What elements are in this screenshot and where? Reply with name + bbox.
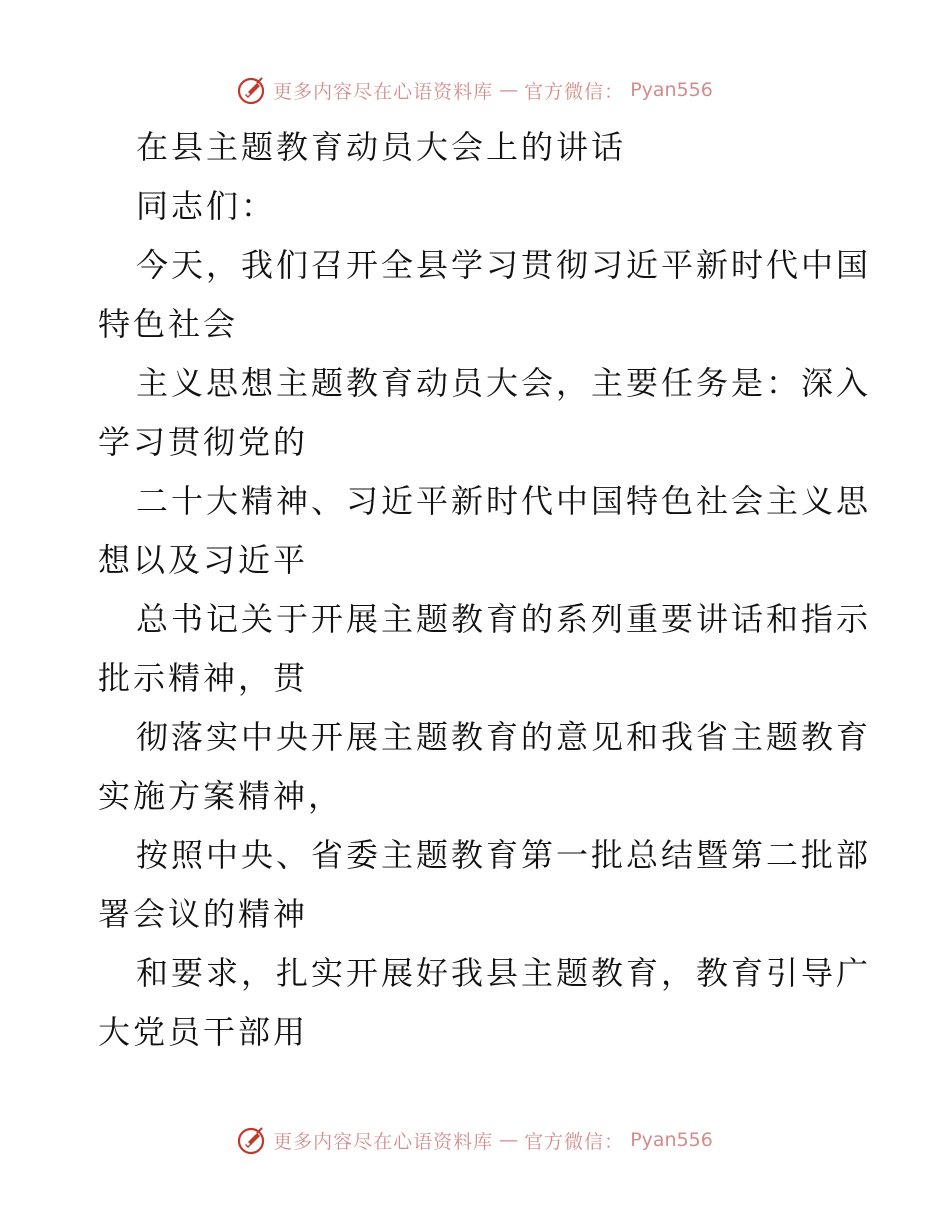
paragraph-line: 今天，我们召开全县学习贯彻习近平新时代中国 (136, 246, 872, 284)
watermark-id: Pyan556 (630, 79, 713, 101)
paragraph-line: 大党员干部用 (98, 1013, 309, 1051)
watermark-text: 更多内容尽在心语资料库 (273, 1130, 494, 1153)
watermark-id: Pyan556 (630, 1129, 713, 1151)
header-watermark (0, 70, 950, 110)
document-title: 在县主题教育动员大会上的讲话 (136, 128, 627, 166)
watermark-separator: — (499, 79, 519, 101)
salutation: 同志们： (136, 187, 277, 225)
document-body (98, 118, 872, 1062)
watermark-group (237, 1125, 713, 1155)
paragraph-line: 彻落实中央开展主题教育的意见和我省主题教育 (136, 718, 872, 756)
paragraph-line: 学习贯彻党的 (98, 423, 309, 461)
paragraph-line: 特色社会 (98, 305, 239, 343)
paragraph-line: 按照中央、省委主题教育第一批总结暨第二批部 (136, 836, 872, 874)
paragraph-line: 署会议的精神 (98, 895, 309, 933)
footer-watermark (0, 1120, 950, 1160)
watermark-label: 官方微信： (524, 1130, 625, 1153)
paragraph-line: 和要求，扎实开展好我县主题教育，教育引导广 (136, 954, 872, 992)
watermark-text: 更多内容尽在心语资料库 (273, 80, 494, 103)
watermark-separator: — (499, 1129, 519, 1151)
paragraph-line: 想以及习近平 (98, 541, 309, 579)
paragraph-line: 实施方案精神， (98, 777, 344, 815)
pen-logo-icon (237, 1125, 267, 1155)
paragraph-line: 批示精神，贯 (98, 659, 309, 697)
paragraph-line: 主义思想主题教育动员大会，主要任务是：深入 (136, 364, 872, 402)
pen-logo-icon (237, 75, 267, 105)
watermark-group (237, 75, 713, 105)
watermark-label: 官方微信： (524, 80, 625, 103)
paragraph-line: 二十大精神、习近平新时代中国特色社会主义思 (136, 482, 872, 520)
paragraph-line: 总书记关于开展主题教育的系列重要讲话和指示 (136, 600, 872, 638)
